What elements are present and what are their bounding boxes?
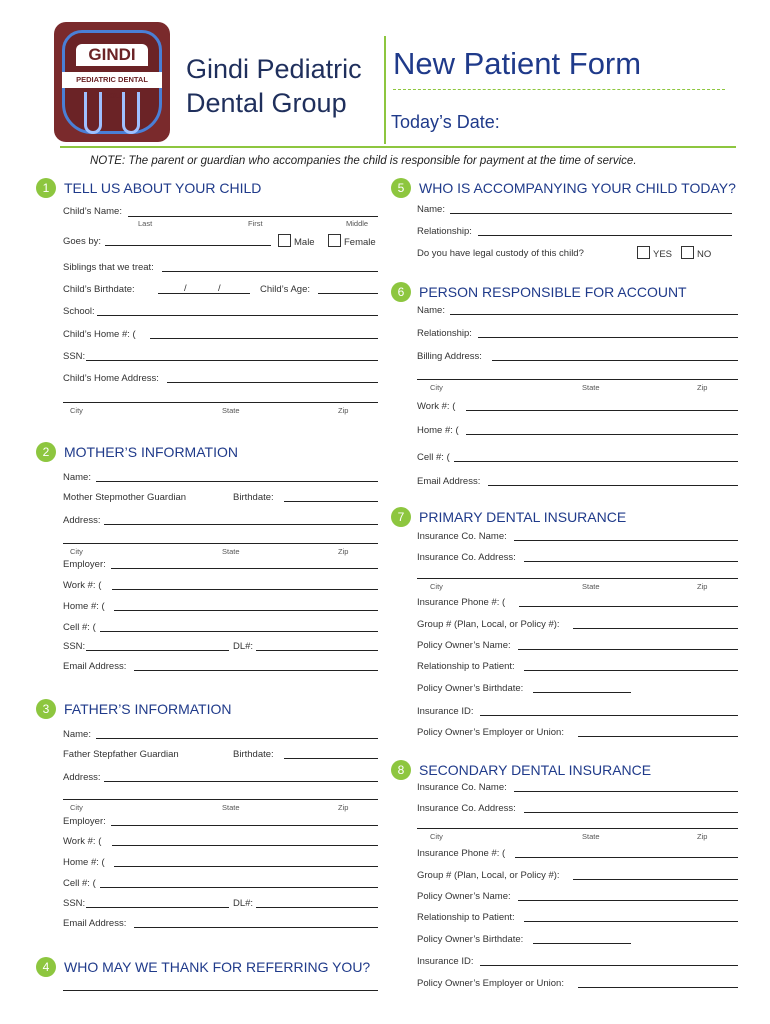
section-6-heading: 6 PERSON RESPONSIBLE FOR ACCOUNT	[391, 282, 687, 302]
slash-1: /	[184, 283, 187, 294]
city-label: City	[430, 832, 443, 841]
ssn-field[interactable]	[86, 360, 378, 361]
title-dash-line	[393, 89, 725, 90]
father-address-line2[interactable]	[63, 799, 378, 800]
ins2-phone-label: Insurance Phone #: (	[417, 848, 506, 859]
referral-field[interactable]	[63, 990, 378, 991]
ins1-name-label: Insurance Co. Name:	[417, 531, 507, 542]
state-label: State	[222, 803, 240, 812]
father-home-field[interactable]	[114, 866, 378, 867]
father-cell-label: Cell #: (	[63, 878, 96, 889]
father-name-field[interactable]	[96, 738, 378, 739]
mother-dl-label: DL#:	[233, 641, 254, 652]
ins1-owner-employer-field[interactable]	[578, 736, 738, 737]
mother-options[interactable]: Mother Stepmother Guardian	[63, 492, 187, 503]
last-label: Last	[138, 219, 153, 228]
resp-name-label: Name:	[417, 305, 445, 316]
mother-employer-label: Employer:	[63, 559, 106, 570]
ins1-owner-name-field[interactable]	[518, 649, 738, 650]
mother-cell-label: Cell #: (	[63, 622, 96, 633]
ins2-group-label: Group # (Plan, Local, or Policy #):	[417, 870, 560, 881]
mother-employer-field[interactable]	[111, 568, 378, 569]
section-4-heading: 4 WHO MAY WE THANK FOR REFERRING YOU?	[36, 957, 370, 977]
slash-2: /	[218, 283, 221, 294]
logo-subtitle: PEDIATRIC DENTAL GROUP	[62, 72, 162, 88]
ins2-id-field[interactable]	[480, 965, 738, 966]
tooth-root-right	[122, 92, 140, 134]
ins1-phone-label: Insurance Phone #: (	[417, 597, 506, 608]
mother-address-line2[interactable]	[63, 543, 378, 544]
mother-email-field[interactable]	[134, 670, 378, 671]
male-checkbox[interactable]: Male	[278, 234, 315, 248]
zip-label: Zip	[697, 383, 708, 392]
city-label: City	[70, 803, 83, 812]
section-2-heading: 2 MOTHER’S INFORMATION	[36, 442, 238, 462]
ins1-id-field[interactable]	[480, 715, 738, 716]
father-home-label: Home #: (	[63, 857, 105, 868]
section-7-heading: 7 PRIMARY DENTAL INSURANCE	[391, 507, 626, 527]
father-email-label: Email Address:	[63, 918, 127, 929]
city-label: City	[430, 582, 443, 591]
billing-address-field[interactable]	[492, 360, 738, 361]
father-work-field[interactable]	[112, 845, 378, 846]
resp-email-field[interactable]	[488, 485, 738, 486]
female-checkbox[interactable]: Female	[328, 234, 376, 248]
resp-name-field[interactable]	[450, 314, 738, 315]
ins2-name-field[interactable]	[514, 791, 738, 792]
billing-address-line2[interactable]	[417, 379, 738, 380]
ins1-address-label: Insurance Co. Address:	[417, 552, 516, 563]
goes-by-label: Goes by:	[63, 236, 102, 247]
zip-label: Zip	[338, 547, 349, 556]
header-divider	[384, 36, 386, 144]
section-5-heading: 5 WHO IS ACCOMPANYING YOUR CHILD TODAY?	[391, 178, 736, 198]
father-birthdate-field[interactable]	[284, 758, 378, 759]
ins1-owner-employer-label: Policy Owner’s Employer or Union:	[417, 727, 564, 738]
mother-address-label: Address:	[63, 515, 101, 526]
todays-date-label: Today’s Date:	[391, 112, 500, 132]
ins2-owner-birth-field[interactable]	[533, 943, 631, 944]
father-options[interactable]: Father Stepfather Guardian	[63, 749, 179, 760]
goes-by-field[interactable]	[105, 245, 271, 246]
section-3-heading: 3 FATHER’S INFORMATION	[36, 699, 231, 719]
mother-name-label: Name:	[63, 472, 91, 483]
city-label: City	[70, 547, 83, 556]
father-dl-field[interactable]	[256, 907, 378, 908]
ins2-phone-field[interactable]	[515, 857, 738, 858]
logo	[54, 22, 170, 142]
mother-home-label: Home #: (	[63, 601, 105, 612]
city-label: City	[70, 406, 83, 415]
birthdate-label: Child’s Birthdate:	[63, 284, 135, 295]
zip-label: Zip	[697, 832, 708, 841]
father-work-label: Work #: (	[63, 836, 102, 847]
section-8-heading: 8 SECONDARY DENTAL INSURANCE	[391, 760, 651, 780]
age-label: Child’s Age:	[260, 284, 310, 295]
ins1-owner-name-label: Policy Owner’s Name:	[417, 640, 511, 651]
school-label: School:	[63, 306, 95, 317]
accompany-relationship-label: Relationship:	[417, 226, 472, 237]
ins2-id-label: Insurance ID:	[417, 956, 474, 967]
city-label: City	[430, 383, 443, 392]
ins1-address-field[interactable]	[524, 561, 738, 562]
payment-note: NOTE: The parent or guardian who accompanies the child is responsible for payment at the time of service.	[90, 155, 637, 167]
custody-question: Do you have legal custody of this child?	[417, 248, 584, 259]
accompany-name-label: Name:	[417, 204, 445, 215]
zip-label: Zip	[338, 406, 349, 415]
resp-email-label: Email Address:	[417, 476, 481, 487]
resp-relationship-label: Relationship:	[417, 328, 472, 339]
accompany-relationship-field[interactable]	[478, 235, 732, 236]
childs-name-label: Child’s Name:	[63, 206, 122, 217]
resp-home-field[interactable]	[466, 434, 738, 435]
father-ssn-field[interactable]	[86, 907, 229, 908]
ins1-owner-birth-field[interactable]	[533, 692, 631, 693]
mother-work-field[interactable]	[112, 589, 378, 590]
ssn-label: SSN:	[63, 351, 86, 362]
resp-work-label: Work #: (	[417, 401, 456, 412]
middle-label: Middle	[346, 219, 369, 228]
first-label: First	[248, 219, 263, 228]
mother-work-label: Work #: (	[63, 580, 102, 591]
state-label: State	[222, 547, 240, 556]
father-dl-label: DL#:	[233, 898, 254, 909]
logo-name: GINDI	[76, 44, 148, 66]
father-birthdate-label: Birthdate:	[233, 749, 274, 760]
siblings-field[interactable]	[162, 271, 378, 272]
mother-email-label: Email Address:	[63, 661, 127, 672]
section-1-heading: 1 TELL US ABOUT YOUR CHILD	[36, 178, 261, 198]
mother-ssn-field[interactable]	[86, 650, 229, 651]
billing-address-label: Billing Address:	[417, 351, 482, 362]
home-num-label: Child’s Home #: (	[63, 329, 136, 340]
father-employer-field[interactable]	[111, 825, 378, 826]
siblings-label: Siblings that we treat:	[63, 262, 154, 273]
mother-name-field[interactable]	[96, 481, 378, 482]
resp-relationship-field[interactable]	[478, 337, 738, 338]
mother-birthdate-field[interactable]	[284, 501, 378, 502]
ins2-owner-employer-label: Policy Owner’s Employer or Union:	[417, 978, 564, 989]
zip-label: Zip	[338, 803, 349, 812]
ins1-group-label: Group # (Plan, Local, or Policy #):	[417, 619, 560, 630]
resp-work-field[interactable]	[466, 410, 738, 411]
ins2-address-label: Insurance Co. Address:	[417, 803, 516, 814]
custody-no-checkbox[interactable]: NO	[681, 246, 711, 260]
ins1-phone-field[interactable]	[519, 606, 738, 607]
ins2-owner-birth-label: Policy Owner’s Birthdate:	[417, 934, 524, 945]
home-address-label: Child’s Home Address:	[63, 373, 159, 384]
state-label: State	[582, 582, 600, 591]
resp-cell-label: Cell #: (	[417, 452, 450, 463]
mother-home-field[interactable]	[114, 610, 378, 611]
ins2-owner-name-label: Policy Owner’s Name:	[417, 891, 511, 902]
mother-address-field[interactable]	[104, 524, 378, 525]
father-email-field[interactable]	[134, 927, 378, 928]
accompany-name-field[interactable]	[450, 213, 732, 214]
ins1-owner-birth-label: Policy Owner’s Birthdate:	[417, 683, 524, 694]
father-address-field[interactable]	[104, 781, 378, 782]
childs-name-field[interactable]	[128, 216, 378, 217]
age-field[interactable]	[318, 293, 378, 294]
father-ssn-label: SSN:	[63, 898, 86, 909]
ins2-rel-field[interactable]	[524, 921, 738, 922]
tooth-root-left	[84, 92, 102, 134]
home-address-field[interactable]	[167, 382, 378, 383]
home-num-field[interactable]	[150, 338, 378, 339]
mother-cell-field[interactable]	[100, 631, 378, 632]
ins2-rel-label: Relationship to Patient:	[417, 912, 515, 923]
ins1-group-field[interactable]	[573, 628, 738, 629]
ins1-rel-field[interactable]	[524, 670, 738, 671]
form-title: New Patient Form	[393, 46, 642, 81]
father-employer-label: Employer:	[63, 816, 106, 827]
ins2-name-label: Insurance Co. Name:	[417, 782, 507, 793]
state-label: State	[582, 832, 600, 841]
ins2-owner-name-field[interactable]	[518, 900, 738, 901]
father-name-label: Name:	[63, 729, 91, 740]
ins1-address-line2[interactable]	[417, 578, 738, 579]
mother-ssn-label: SSN:	[63, 641, 86, 652]
resp-home-label: Home #: (	[417, 425, 459, 436]
state-label: State	[582, 383, 600, 392]
header-rule	[60, 146, 736, 148]
father-address-label: Address:	[63, 772, 101, 783]
brand-name: Gindi Pediatric Dental Group	[186, 54, 362, 118]
ins1-id-label: Insurance ID:	[417, 706, 474, 717]
mother-dl-field[interactable]	[256, 650, 378, 651]
mother-birthdate-label: Birthdate:	[233, 492, 274, 503]
resp-cell-field[interactable]	[454, 461, 738, 462]
home-address-line2[interactable]	[63, 402, 378, 403]
school-field[interactable]	[97, 315, 378, 316]
ins2-owner-employer-field[interactable]	[578, 987, 738, 988]
father-cell-field[interactable]	[100, 887, 378, 888]
ins2-address-field[interactable]	[524, 812, 738, 813]
state-label: State	[222, 406, 240, 415]
ins2-group-field[interactable]	[573, 879, 738, 880]
birthdate-field[interactable]	[158, 293, 250, 294]
ins1-rel-label: Relationship to Patient:	[417, 661, 515, 672]
zip-label: Zip	[697, 582, 708, 591]
ins2-address-line2[interactable]	[417, 828, 738, 829]
custody-yes-checkbox[interactable]: YES	[637, 246, 672, 260]
ins1-name-field[interactable]	[514, 540, 738, 541]
